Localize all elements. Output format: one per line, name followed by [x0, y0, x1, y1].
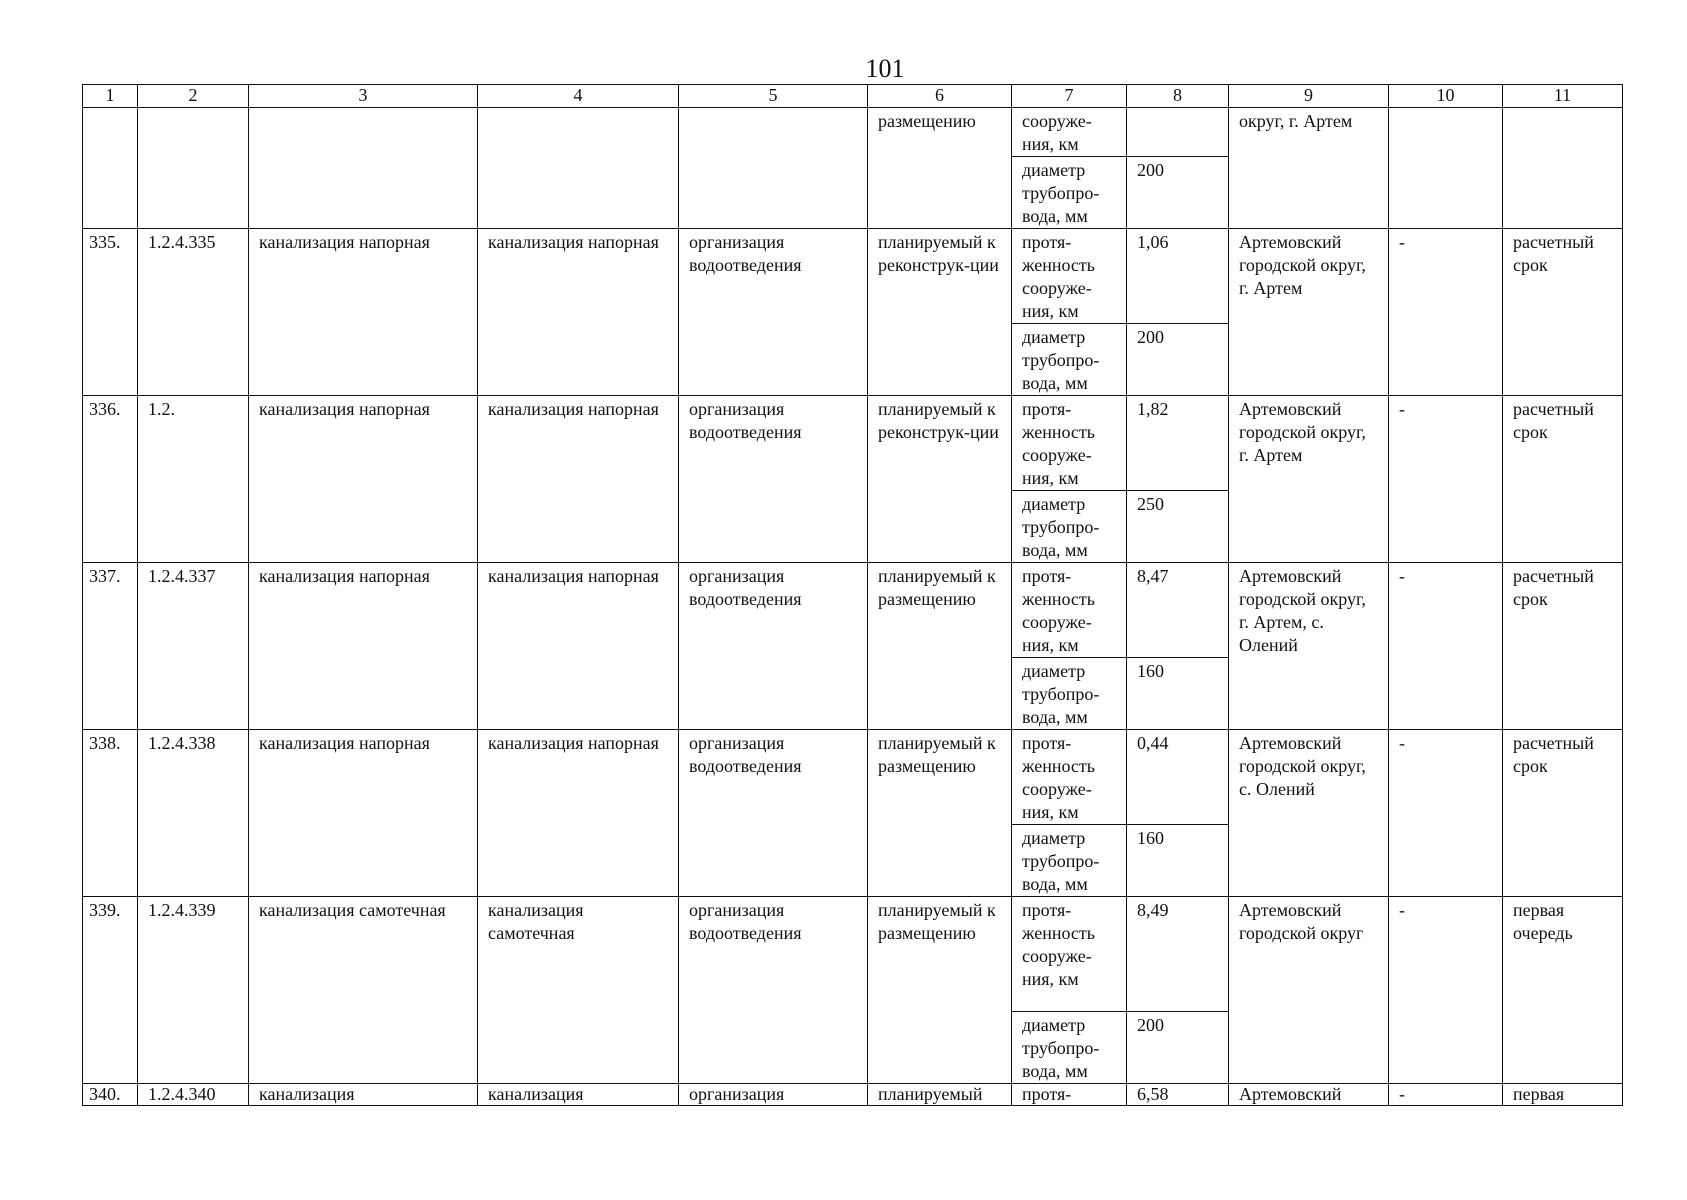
- cell-value-length: 8,49: [1127, 897, 1229, 1012]
- cell-zone: -: [1389, 730, 1503, 897]
- header-cell: 11: [1503, 85, 1623, 108]
- cell-value-diameter: 200: [1127, 324, 1229, 396]
- table-row: [83, 897, 1623, 1012]
- cell-status: планируемый к размещению: [868, 730, 1012, 897]
- cell-code: [138, 108, 249, 229]
- cell-purpose: [679, 108, 868, 229]
- cell-purpose: организация водоотведения: [679, 229, 868, 396]
- cell-term: первая очередь: [1503, 897, 1623, 1084]
- header-cell: 4: [478, 85, 679, 108]
- cell-type: канализация напорная: [478, 396, 679, 563]
- cell-term: расчетный срок: [1503, 730, 1623, 897]
- cell-value-length: 8,47: [1127, 563, 1229, 658]
- cell-value-length: 1,06: [1127, 229, 1229, 324]
- cell-status: планируемый к размещению: [868, 563, 1012, 730]
- cell-code: 1.2.4.338: [138, 730, 249, 897]
- cell-location: округ, г. Артем: [1229, 108, 1389, 229]
- table-row: [83, 229, 1623, 324]
- cell-location: Артемовский городской округ, с. Олений: [1229, 730, 1389, 897]
- cell-name: [249, 108, 478, 229]
- page-number: 101: [865, 54, 905, 83]
- cell-value-diameter: 160: [1127, 658, 1229, 730]
- cell-status: размещению: [868, 108, 1012, 229]
- cell-param-diameter: диаметр трубопро-вода, мм: [1012, 324, 1127, 396]
- cell-num: [83, 108, 138, 229]
- cell-name: канализация напорная: [249, 730, 478, 897]
- cell-type: канализация напорная: [478, 730, 679, 897]
- cell-term: расчетный срок: [1503, 229, 1623, 396]
- cell-zone: -: [1389, 897, 1503, 1084]
- cell-code: 1.2.4.340: [138, 1084, 249, 1106]
- cell-purpose: организация водоотведения: [679, 563, 868, 730]
- cell-code: 1.2.: [138, 396, 249, 563]
- cell-zone: -: [1389, 229, 1503, 396]
- cell-num: 339.: [83, 897, 138, 1084]
- cell-name: канализация напорная: [249, 229, 478, 396]
- cell-value-length: [1127, 108, 1229, 157]
- cell-param-length: протя-женность сооруже-ния, км: [1012, 897, 1127, 1012]
- header-cell: 9: [1229, 85, 1389, 108]
- cell-name: канализация напорная: [249, 563, 478, 730]
- cell-purpose: организация водоотведения: [679, 396, 868, 563]
- cell-code: 1.2.4.335: [138, 229, 249, 396]
- cell-type: канализация самотечная: [478, 897, 679, 1084]
- cell-location: Артемовский городской округ, г. Артем: [1229, 229, 1389, 396]
- cell-status: планируемый: [868, 1084, 1012, 1106]
- cell-num: 336.: [83, 396, 138, 563]
- cell-name: канализация самотечная: [249, 897, 478, 1084]
- header-cell: 10: [1389, 85, 1503, 108]
- cell-num: 338.: [83, 730, 138, 897]
- header-cell: 1: [83, 85, 138, 108]
- table-row-truncated: [83, 1084, 1623, 1106]
- table-row: [83, 563, 1623, 658]
- cell-name: канализация напорная: [249, 396, 478, 563]
- cell-param-length: протя-женность сооруже-ния, км: [1012, 730, 1127, 825]
- cell-purpose: организация водоотведения: [679, 897, 868, 1084]
- header-cell: 6: [868, 85, 1012, 108]
- cell-value-diameter: 160: [1127, 825, 1229, 897]
- cell-purpose: организация водоотведения: [679, 730, 868, 897]
- cell-term: [1503, 108, 1623, 229]
- cell-purpose: организация: [679, 1084, 868, 1106]
- table-row-continuation: [83, 108, 1623, 157]
- cell-param-length: протя-: [1012, 1084, 1127, 1106]
- cell-num: 337.: [83, 563, 138, 730]
- cell-code: 1.2.4.337: [138, 563, 249, 730]
- cell-type: канализация напорная: [478, 563, 679, 730]
- cell-zone: -: [1389, 563, 1503, 730]
- cell-location: Артемовский городской округ, г. Артем: [1229, 396, 1389, 563]
- cell-status: планируемый к реконструк-ции: [868, 229, 1012, 396]
- cell-zone: [1389, 108, 1503, 229]
- header-cell: 5: [679, 85, 868, 108]
- cell-zone: -: [1389, 1084, 1503, 1106]
- cell-zone: -: [1389, 396, 1503, 563]
- cell-status: планируемый к реконструк-ции: [868, 396, 1012, 563]
- cell-param-diameter: диаметр трубопро-вода, мм: [1012, 157, 1127, 229]
- cell-param-length: протя-женность сооруже-ния, км: [1012, 563, 1127, 658]
- table-row: [83, 396, 1623, 491]
- table-row: [83, 730, 1623, 825]
- cell-value-diameter: 200: [1127, 157, 1229, 229]
- cell-term: расчетный срок: [1503, 396, 1623, 563]
- cell-param-diameter: диаметр трубопро-вода, мм: [1012, 491, 1127, 563]
- cell-term: первая: [1503, 1084, 1623, 1106]
- cell-type: канализация: [478, 1084, 679, 1106]
- cell-param-length: протя-женность сооруже-ния, км: [1012, 229, 1127, 324]
- cell-location: Артемовский: [1229, 1084, 1389, 1106]
- header-cell: 2: [138, 85, 249, 108]
- cell-param-length: протя-женность сооруже-ния, км: [1012, 396, 1127, 491]
- cell-num: 335.: [83, 229, 138, 396]
- cell-param-diameter: диаметр трубопро-вода, мм: [1012, 658, 1127, 730]
- header-cell: 7: [1012, 85, 1127, 108]
- cell-param-length: сооруже-ния, км: [1012, 108, 1127, 157]
- cell-name: канализация: [249, 1084, 478, 1106]
- register-table: [82, 84, 1623, 1106]
- cell-location: Артемовский городской округ: [1229, 897, 1389, 1084]
- cell-location: Артемовский городской округ, г. Артем, с. Олений: [1229, 563, 1389, 730]
- cell-type: [478, 108, 679, 229]
- cell-num: 340.: [83, 1084, 138, 1106]
- cell-value-length: 0,44: [1127, 730, 1229, 825]
- header-row: [83, 85, 1623, 108]
- cell-value-length: 1,82: [1127, 396, 1229, 491]
- cell-value-diameter: 200: [1127, 1012, 1229, 1084]
- header-cell: 3: [249, 85, 478, 108]
- cell-value-length: 6,58: [1127, 1084, 1229, 1106]
- header-cell: 8: [1127, 85, 1229, 108]
- cell-value-diameter: 250: [1127, 491, 1229, 563]
- cell-param-diameter: диаметр трубопро-вода, мм: [1012, 1012, 1127, 1084]
- cell-term: расчетный срок: [1503, 563, 1623, 730]
- cell-type: канализация напорная: [478, 229, 679, 396]
- cell-param-diameter: диаметр трубопро-вода, мм: [1012, 825, 1127, 897]
- cell-status: планируемый к размещению: [868, 897, 1012, 1084]
- cell-code: 1.2.4.339: [138, 897, 249, 1084]
